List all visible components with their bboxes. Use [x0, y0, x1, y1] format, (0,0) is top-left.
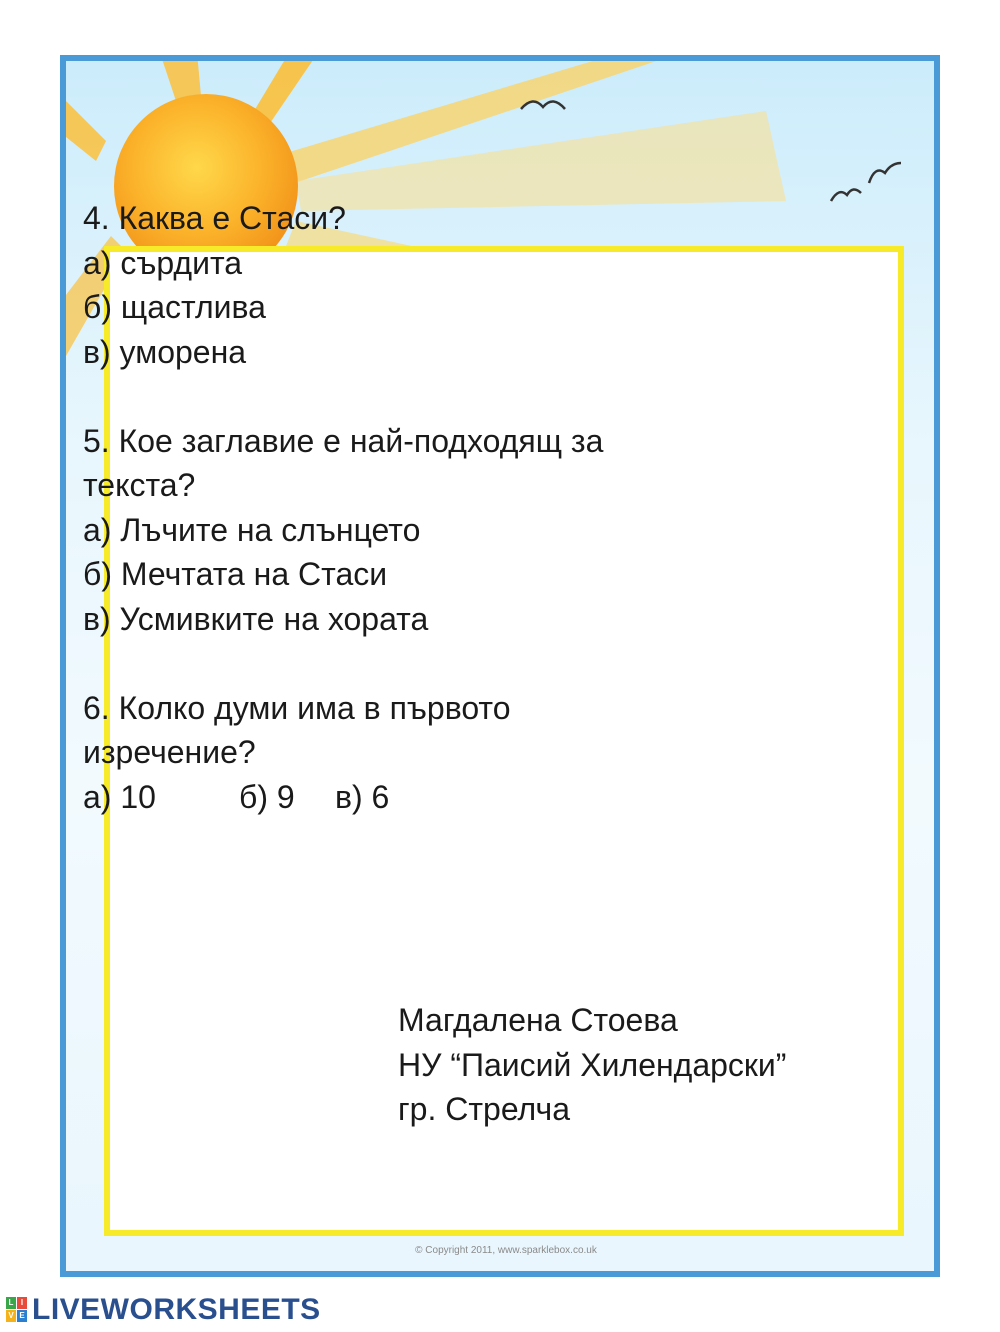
liveworksheets-logo: [6, 1293, 321, 1327]
question-6-option-b: б) 9: [239, 778, 295, 815]
liveworksheets-mark-icon: [6, 1297, 28, 1323]
questions-block: [83, 196, 723, 819]
question-6-option-a: а) 10: [83, 778, 156, 815]
copyright-text: © Copyright 2011, www.sparklebox.co.uk: [415, 1245, 597, 1256]
author-town: гр. Стрелча: [398, 1091, 570, 1127]
mark-letter: E: [17, 1310, 27, 1322]
question-5-option-b: б) Мечтата на Стаси: [83, 556, 388, 592]
question-5-option-a: а) Лъчите на слънцето: [83, 511, 421, 548]
question-6-options: [83, 775, 723, 820]
author-name: Магдалена Стоева: [398, 1002, 678, 1038]
brand-name: LIVEWORKSHEETS: [32, 1293, 321, 1326]
mark-letter: L: [6, 1297, 16, 1309]
question-6-title-cont: изречение?: [83, 734, 256, 770]
question-5-title: 5. Кое заглавие е най-подходящ за: [83, 422, 604, 459]
author-school: НУ “Паисий Хилендарски”: [398, 1046, 787, 1083]
question-4-option-b: б) щастлива: [83, 289, 266, 325]
bird-icon: [831, 189, 861, 201]
question-4-title: 4. Каква е Стаси?: [83, 200, 346, 236]
question-4-option-c: в) уморена: [83, 333, 247, 370]
bird-icon: [521, 101, 565, 109]
question-4-option-a: а) сърдита: [83, 244, 243, 281]
question-6-option-c: в) 6: [335, 778, 390, 815]
mark-letter: V: [6, 1310, 16, 1322]
mark-letter: I: [17, 1297, 27, 1309]
author-block: [398, 998, 878, 1132]
question-6-title: 6. Колко думи има в първото: [83, 689, 511, 726]
question-5-option-c: в) Усмивките на хората: [83, 600, 429, 637]
question-5-title-cont: текста?: [83, 467, 196, 503]
bird-icon: [869, 163, 901, 183]
